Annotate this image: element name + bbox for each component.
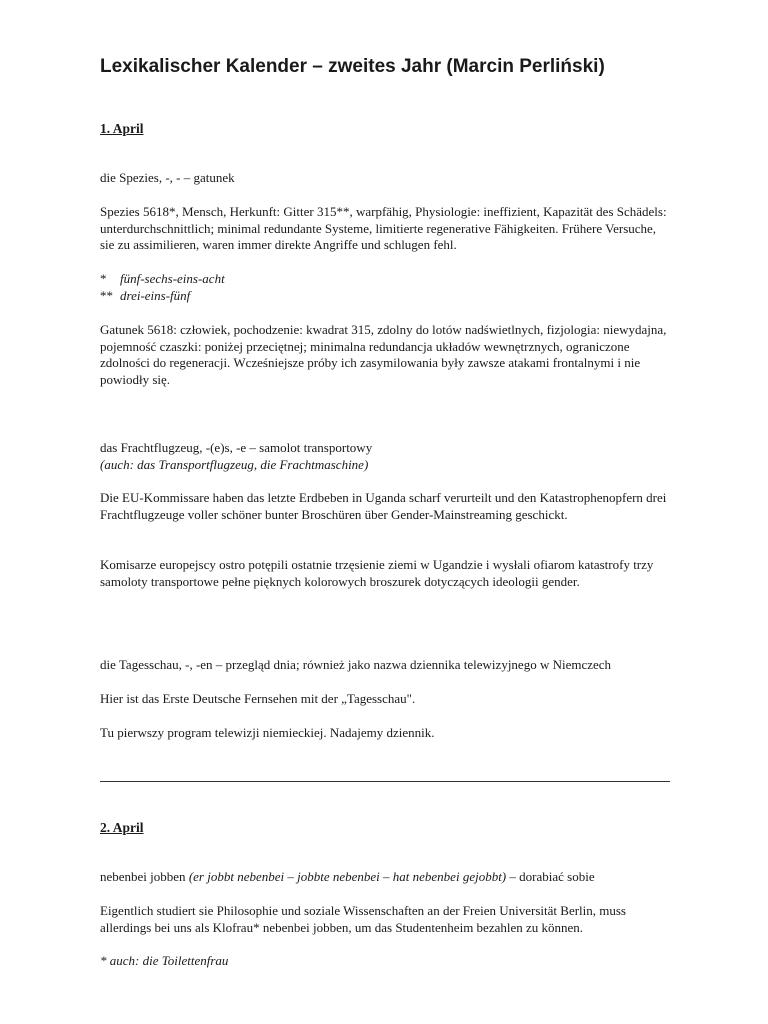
footnote-text: fünf-sechs-eins-acht (120, 271, 225, 286)
document-title: Lexikalischer Kalender – zweites Jahr (Marcin Perliński) (100, 56, 605, 77)
entry-headword-jobben (100, 869, 672, 886)
section-divider (100, 781, 670, 782)
entry-example-de-spezies: Spezies 5618*, Mensch, Herkunft: Gitter 315**, warpfähig, Physiologie: ineffizient, Kapazität des Schädels: unterdurchschnittlich; minimal redundante Systeme, limitierte regenerative Fähigkeiten. Frühere Versuche, sie zu assimilieren, waren immer direkte Angriffe und schlugen fehl. (100, 204, 667, 252)
entry-note-frachtflugzeug: (auch: das Transportflugzeug, die Frachtmaschine) (100, 457, 369, 472)
entry-example-pl-tagesschau: Tu pierwszy program telewizji niemieckiej. Nadajemy dziennik. (100, 725, 435, 740)
footnote-2 (100, 288, 672, 305)
footnote-text: drei-eins-fünf (120, 287, 191, 303)
footnote-klofrau: * auch: die Toilettenfrau (100, 953, 229, 968)
section-heading-april-2: 2. April (100, 820, 144, 835)
section-heading-april-1: 1. April (100, 121, 144, 136)
entry-example-de-jobben: Eigentlich studiert sie Philosophie und soziale Wissenschaften an der Freien Universität Berlin, muss allerdings bei uns als Klofrau* nebenbei jobben, um das Studentenheim bezahlen zu können. (100, 903, 626, 935)
entry-example-pl-frachtflugzeug: Komisarze europejscy ostro potępili ostatnie trzęsienie ziemi w Ugandzie i wysłali ofiarom katastrofy trzy samoloty transportowe pełne pięknych kolorowych broszurek dotyczących ideologii gender. (100, 557, 654, 589)
footnotes-spezies (100, 271, 672, 304)
entry-example-pl-spezies: Gatunek 5618: człowiek, pochodzenie: kwadrat 315, zdolny do lotów nadświetlnych, fizjologia: niewydajna, pojemność czaszki: poniżej przeciętnej; minimalna redundancja układów wewnętrznych, ograniczone zdolności do regeneracji. Wcześniejsze próby ich zasymilowania były zawsze atakami frontalnymi i nie powiodły się. (100, 322, 667, 387)
footnote-mark: * (100, 271, 107, 286)
headword-forms: (er jobbt nebenbei – jobbte nebenbei – hat nebenbei gejobbt) (188, 869, 507, 884)
headword-translation: – dorabiać sobie (509, 869, 595, 884)
entry-headword-tagesschau: die Tagesschau, -, -en – przegląd dnia; również jako nazwa dziennika telewizyjnego w Niemczech (100, 657, 612, 672)
entry-headword-frachtflugzeug: das Frachtflugzeug, -(e)s, -e – samolot transportowy (100, 440, 373, 455)
entry-example-de-frachtflugzeug: Die EU-Kommissare haben das letzte Erdbeben in Uganda scharf verurteilt und den Katastrophenopfern drei Frachtflugzeuge voller schöner bunter Broschüren über Gender-Mainstreaming geschickt. (100, 490, 667, 522)
headword-main: nebenbei jobben (100, 869, 186, 884)
footnote-mark: ** (100, 287, 113, 303)
entry-example-de-tagesschau: Hier ist das Erste Deutsche Fernsehen mit der „Tagesschau". (100, 691, 416, 706)
footnote-1 (100, 271, 672, 288)
entry-headword-spezies: die Spezies, -, - – gatunek (100, 170, 235, 185)
